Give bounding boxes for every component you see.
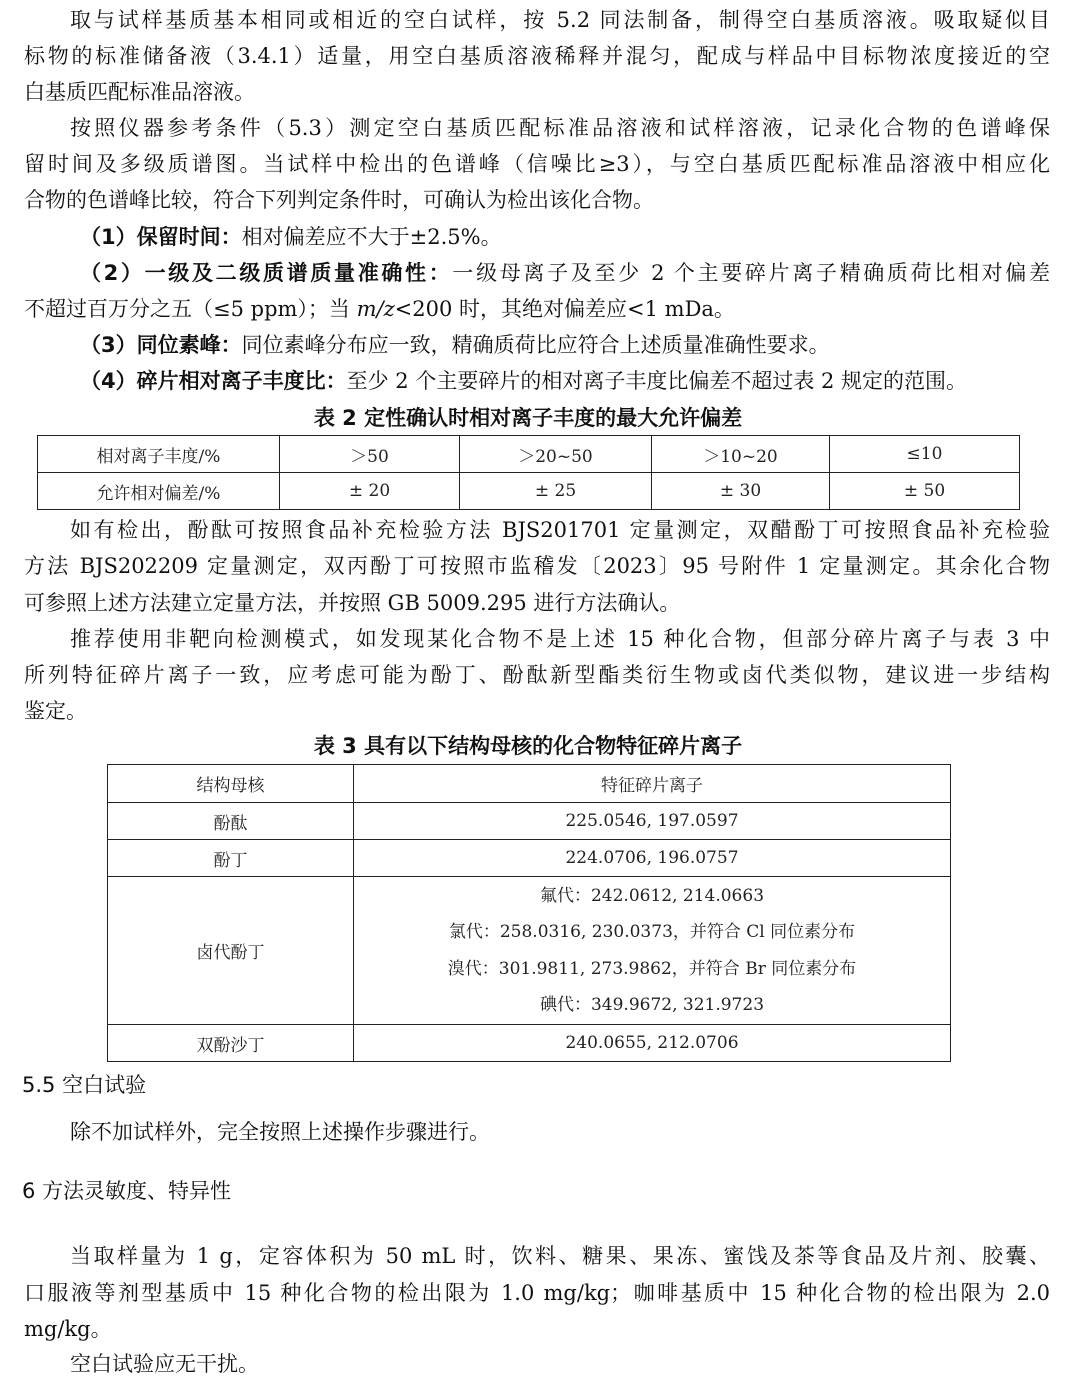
p4-line-2: 所列特征碎片离子一致，应考虑可能为酚丁、酚酞新型酯类衍生物或卤代类似物，建议进一步结构: [24, 663, 1050, 687]
condition-2: [80, 255, 1050, 291]
table3-ions-cell: 224.0706, 196.0757: [354, 840, 951, 877]
condition-1-text: 相对偏差应不大于±2.5%。: [241, 225, 502, 249]
table3-core-cell: 酚酞: [108, 803, 354, 840]
p2-line-2: 留时间及多级质谱图。当试样中检出的色谱峰（信噪比≥3），与空白基质匹配标准品溶液中相应化: [24, 152, 1050, 176]
table3-row: [108, 1025, 951, 1062]
table2-cell: ± 25: [460, 473, 652, 510]
condition-2-text: 一级母离子及至少 2 个主要碎片离子精确质荷比相对偏差: [452, 261, 1050, 285]
table2-cell: 允许相对偏差/%: [38, 473, 280, 510]
condition-3: [80, 327, 1050, 363]
table3-row: [108, 803, 951, 840]
table2-cell: ＞50: [280, 436, 460, 473]
table2: [37, 435, 1020, 510]
table3-caption: 表 3 具有以下结构母核的化合物特征碎片离子: [313, 734, 743, 758]
table3-header-row: [108, 765, 951, 803]
condition-2-label: （2）一级及二级质谱质量准确性：: [80, 261, 453, 285]
condition-1-label: （1）保留时间：: [80, 225, 242, 249]
condition-2-line-2: [24, 291, 1050, 327]
table3-ions-cell: 225.0546, 197.0597: [354, 803, 951, 840]
p1-line-3: 白基质匹配标准品溶液。: [24, 80, 255, 104]
table3-row-halogenated: [108, 877, 951, 1025]
p2-line-3: 合物的色谱峰比较，符合下列判定条件时，可确认为检出该化合物。: [24, 188, 654, 212]
table2-caption: 表 2 定性确认时相对离子丰度的最大允许偏差: [313, 406, 743, 430]
s6-line-3: mg/kg。: [24, 1317, 112, 1341]
table3-ions-cell: 240.0655, 212.0706: [354, 1025, 951, 1062]
table2-cell: ＞20~50: [460, 436, 652, 473]
halo-iodo-line: 碘代：349.9672, 321.9723: [539, 995, 765, 1015]
s6-last-line: 空白试验应无干扰。: [70, 1352, 259, 1376]
table3-ions-cell-multi: [354, 877, 951, 1025]
table2-cell: ≤10: [830, 436, 1020, 473]
p1-line-2: 标物的标准储备液（3.4.1）适量，用空白基质溶液稀释并混匀，配成与样品中目标物浓度接近的空: [24, 44, 1050, 68]
section-6-heading: 6 方法灵敏度、特异性: [22, 1179, 232, 1203]
p2-line-1: 按照仪器参考条件（5.3）测定空白基质匹配标准品溶液和试样溶液，记录化合物的色谱峰保: [70, 116, 1050, 140]
mz-symbol: m/z: [356, 297, 395, 321]
condition-4-label: （4）碎片相对离子丰度比：: [80, 369, 347, 393]
table2-cell: ± 20: [280, 473, 460, 510]
halo-bromo-line: 溴代：301.9811, 273.9862，并符合 Br 同位素分布: [447, 958, 857, 979]
p4-line-1: 推荐使用非靶向检测模式，如发现某化合物不是上述 15 种化合物，但部分碎片离子与表 3 中: [70, 627, 1050, 651]
table3-core-cell: 酚丁: [108, 840, 354, 877]
condition-2-line2-a: 不超过百万分之五（≤5 ppm）；当: [24, 297, 357, 321]
table2-cell: ＞10~20: [652, 436, 830, 473]
table2-cell: ± 30: [652, 473, 830, 510]
p4-line-3: 鉴定。: [24, 699, 87, 723]
p3-line-2: 方法 BJS202209 定量测定，双丙酚丁可按照市监稽发〔2023〕95 号附件 1 定量测定。其余化合物: [24, 554, 1050, 578]
section-5-5-text: 除不加试样外，完全按照上述操作步骤进行。: [70, 1120, 490, 1144]
condition-4: [80, 363, 1060, 399]
table3-header-ions: 特征碎片离子: [354, 765, 951, 803]
table2-cell: 相对离子丰度/%: [38, 436, 280, 473]
p1-line-1: 取与试样基质基本相同或相近的空白试样，按 5.2 同法制备，制得空白基质溶液。吸取疑似目: [70, 8, 1050, 32]
table3-core-cell: 双酚沙丁: [108, 1025, 354, 1062]
condition-3-text: 同位素峰分布应一致，精确质荷比应符合上述质量准确性要求。: [241, 333, 830, 357]
condition-2-line2-b: <200 时，其绝对偏差应<1 mDa。: [394, 297, 735, 321]
s6-line-1: 当取样量为 1 g，定容体积为 50 mL 时，饮料、糖果、果冻、蜜饯及茶等食品及片剂、胶囊、: [70, 1244, 1050, 1268]
table3-row: [108, 840, 951, 877]
table3: [107, 764, 951, 1062]
condition-1: [80, 219, 1050, 255]
p3-line-1: 如有检出，酚酞可按照食品补充检验方法 BJS201701 定量测定，双醋酚丁可按照食品补充检验: [70, 518, 1050, 542]
condition-4-text: 至少 2 个主要碎片的相对离子丰度比偏差不超过表 2 规定的范围。: [346, 369, 968, 393]
halo-chloro-line: 氯代：258.0316, 230.0373，并符合 Cl 同位素分布: [448, 922, 856, 942]
p3-line-3: 可参照上述方法建立定量方法，并按照 GB 5009.295 进行方法确认。: [24, 591, 681, 615]
halo-fluoro-line: 氟代：242.0612, 214.0663: [539, 885, 765, 906]
table2-row-abundance: [38, 436, 1020, 473]
table3-core-cell: 卤代酚丁: [108, 877, 354, 1025]
table3-header-core: 结构母核: [108, 765, 354, 803]
s6-line-2: 口服液等剂型基质中 15 种化合物的检出限为 1.0 mg/kg；咖啡基质中 15 种化合物的检出限为 2.0: [24, 1281, 1050, 1305]
table2-row-deviation: [38, 473, 1020, 510]
table2-cell: ± 50: [830, 473, 1020, 510]
condition-3-label: （3）同位素峰：: [80, 333, 242, 357]
section-5-5-heading: 5.5 空白试验: [22, 1073, 147, 1097]
